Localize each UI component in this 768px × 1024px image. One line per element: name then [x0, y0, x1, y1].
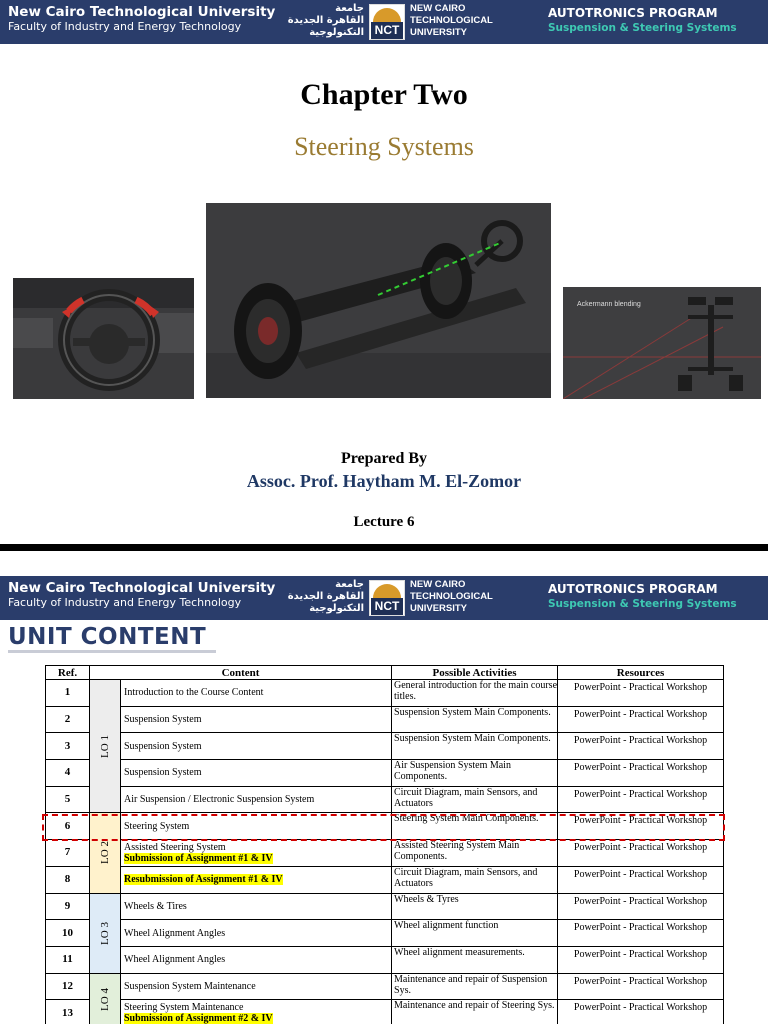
row-activity: Wheel alignment measurements.: [392, 946, 558, 973]
row-activity: Air Suspension System Main Components.: [392, 760, 558, 787]
arabic-university-name: جامعة القاهرة الجديدة التكنولوجية: [287, 3, 364, 38]
row-content: Air Suspension / Electronic Suspension System: [121, 786, 392, 813]
english-university-name: NEW CAIRO TECHNOLOGICAL UNIVERSITY: [410, 579, 493, 614]
heading-underline: [8, 650, 216, 653]
row-activity: Suspension System Main Components.: [392, 706, 558, 733]
row-ref: 9: [46, 893, 90, 920]
prepared-by-label: Prepared By: [340, 450, 428, 467]
row-resource: PowerPoint - Practical Workshop: [558, 680, 724, 707]
arabic-university-name: جامعة القاهرة الجديدة التكنولوجية: [287, 579, 364, 614]
row-ref: 13: [46, 1000, 90, 1024]
faculty-name: Faculty of Industry and Energy Technology: [8, 20, 242, 33]
submission-note: Submission of Assignment #2 & IV: [124, 1013, 273, 1024]
row-content-title: Assisted Steering System: [124, 841, 226, 853]
table-row: [46, 973, 724, 1000]
author-name: Assoc. Prof. Haytham M. El-Zomor: [246, 471, 522, 491]
row-activity: Maintenance and repair of Steering Sys.: [392, 1000, 558, 1024]
row-ref: 8: [46, 866, 90, 893]
lo-group-2: LO 2: [90, 813, 121, 893]
row-resource: PowerPoint - Practical Workshop: [558, 760, 724, 787]
row-ref: 5: [46, 786, 90, 813]
unit-content-table: [45, 665, 724, 1024]
chapter-title: Chapter Two: [300, 78, 468, 111]
row-content-title: Steering System Maintenance: [124, 1002, 244, 1014]
row-content: [121, 1000, 392, 1024]
slide2-header: [0, 576, 768, 620]
lo-group-4: LO 4: [90, 973, 121, 1024]
row-resource: PowerPoint - Practical Workshop: [558, 813, 724, 840]
row-content: Introduction to the Course Content: [121, 680, 392, 707]
row-content: Wheel Alignment Angles: [121, 920, 392, 947]
course-name: Suspension & Steering Systems: [548, 598, 737, 610]
row-activity: Steering System Main Components.: [392, 813, 558, 840]
ackermann-caption: Ackermann blending: [577, 301, 641, 308]
row-ref: 4: [46, 760, 90, 787]
row-activity: Wheel alignment function: [392, 920, 558, 947]
row-resource: PowerPoint - Practical Workshop: [558, 920, 724, 947]
table-row: [46, 1000, 724, 1024]
nct-logo: NCT: [369, 580, 405, 616]
unit-content-heading: UNIT CONTENT: [8, 624, 207, 650]
row-ref: 11: [46, 946, 90, 973]
table-row: [46, 706, 724, 733]
column-header-resources: Resources: [558, 666, 724, 680]
row-activity: Assisted Steering System Main Components.: [392, 840, 558, 867]
program-name: AUTOTRONICS PROGRAM: [548, 582, 718, 596]
university-name: New Cairo Technological University: [8, 4, 276, 20]
nct-logo: NCT: [369, 4, 405, 40]
row-content: [121, 866, 392, 893]
course-name: Suspension & Steering Systems: [548, 22, 737, 34]
slide-divider: [0, 544, 768, 551]
row-resource: PowerPoint - Practical Workshop: [558, 893, 724, 920]
submission-note: Submission of Assignment #1 & IV: [124, 852, 273, 864]
table-row: [46, 733, 724, 760]
row-activity: Circuit Diagram, main Sensors, and Actuators: [392, 866, 558, 893]
row-content: Suspension System: [121, 706, 392, 733]
lecture-number: Lecture 6: [353, 514, 415, 530]
program-name: AUTOTRONICS PROGRAM: [548, 6, 718, 20]
steering-wheel-image: [13, 278, 194, 399]
lo-group-3: LO 3: [90, 893, 121, 973]
row-resource: PowerPoint - Practical Workshop: [558, 973, 724, 1000]
faculty-name: Faculty of Industry and Energy Technology: [8, 596, 242, 609]
table-row: [46, 946, 724, 973]
highlight-box-row-6: [42, 814, 725, 841]
row-resource: PowerPoint - Practical Workshop: [558, 866, 724, 893]
column-header-activities: Possible Activities: [392, 666, 558, 680]
row-content: Wheels & Tires: [121, 893, 392, 920]
row-ref: 1: [46, 680, 90, 707]
row-resource: PowerPoint - Practical Workshop: [558, 946, 724, 973]
row-activity: Wheels & Tyres: [392, 893, 558, 920]
row-ref: 12: [46, 973, 90, 1000]
row-activity: General introduction for the main course titles.: [392, 680, 558, 707]
ackermann-diagram-image: [563, 287, 761, 399]
resubmission-note: Resubmission of Assignment #1 & IV: [124, 874, 283, 886]
row-content: Steering System: [121, 813, 392, 840]
row-resource: PowerPoint - Practical Workshop: [558, 706, 724, 733]
column-header-content: Content: [90, 666, 392, 680]
row-ref: 6: [46, 813, 90, 840]
row-resource: PowerPoint - Practical Workshop: [558, 733, 724, 760]
row-content: Suspension System Maintenance: [121, 973, 392, 1000]
table-row: [46, 866, 724, 893]
row-activity: Circuit Diagram, main Sensors, and Actuators: [392, 786, 558, 813]
table-row: [46, 680, 724, 707]
row-resource: PowerPoint - Practical Workshop: [558, 840, 724, 867]
row-ref: 3: [46, 733, 90, 760]
row-resource: PowerPoint - Practical Workshop: [558, 1000, 724, 1024]
row-activity: Suspension System Main Components.: [392, 733, 558, 760]
slide1-header: [0, 0, 768, 44]
chassis-3d-image: [206, 203, 551, 398]
row-ref: 2: [46, 706, 90, 733]
table-row: [46, 786, 724, 813]
row-content: Suspension System: [121, 733, 392, 760]
english-university-name: NEW CAIRO TECHNOLOGICAL UNIVERSITY: [410, 3, 493, 38]
row-ref: 7: [46, 840, 90, 867]
table-header-row: [46, 666, 724, 680]
table-row: [46, 920, 724, 947]
lo-group-1: LO 1: [90, 680, 121, 813]
row-activity: Maintenance and repair of Suspension Sys.: [392, 973, 558, 1000]
row-resource: PowerPoint - Practical Workshop: [558, 786, 724, 813]
column-header-ref: Ref.: [46, 666, 90, 680]
row-content: [121, 840, 392, 867]
row-content: Suspension System: [121, 760, 392, 787]
chapter-subtitle: Steering Systems: [294, 132, 474, 161]
row-content: Wheel Alignment Angles: [121, 946, 392, 973]
row-ref: 10: [46, 920, 90, 947]
university-name: New Cairo Technological University: [8, 580, 276, 596]
table-row: [46, 840, 724, 867]
table-row: [46, 893, 724, 920]
table-row: [46, 760, 724, 787]
